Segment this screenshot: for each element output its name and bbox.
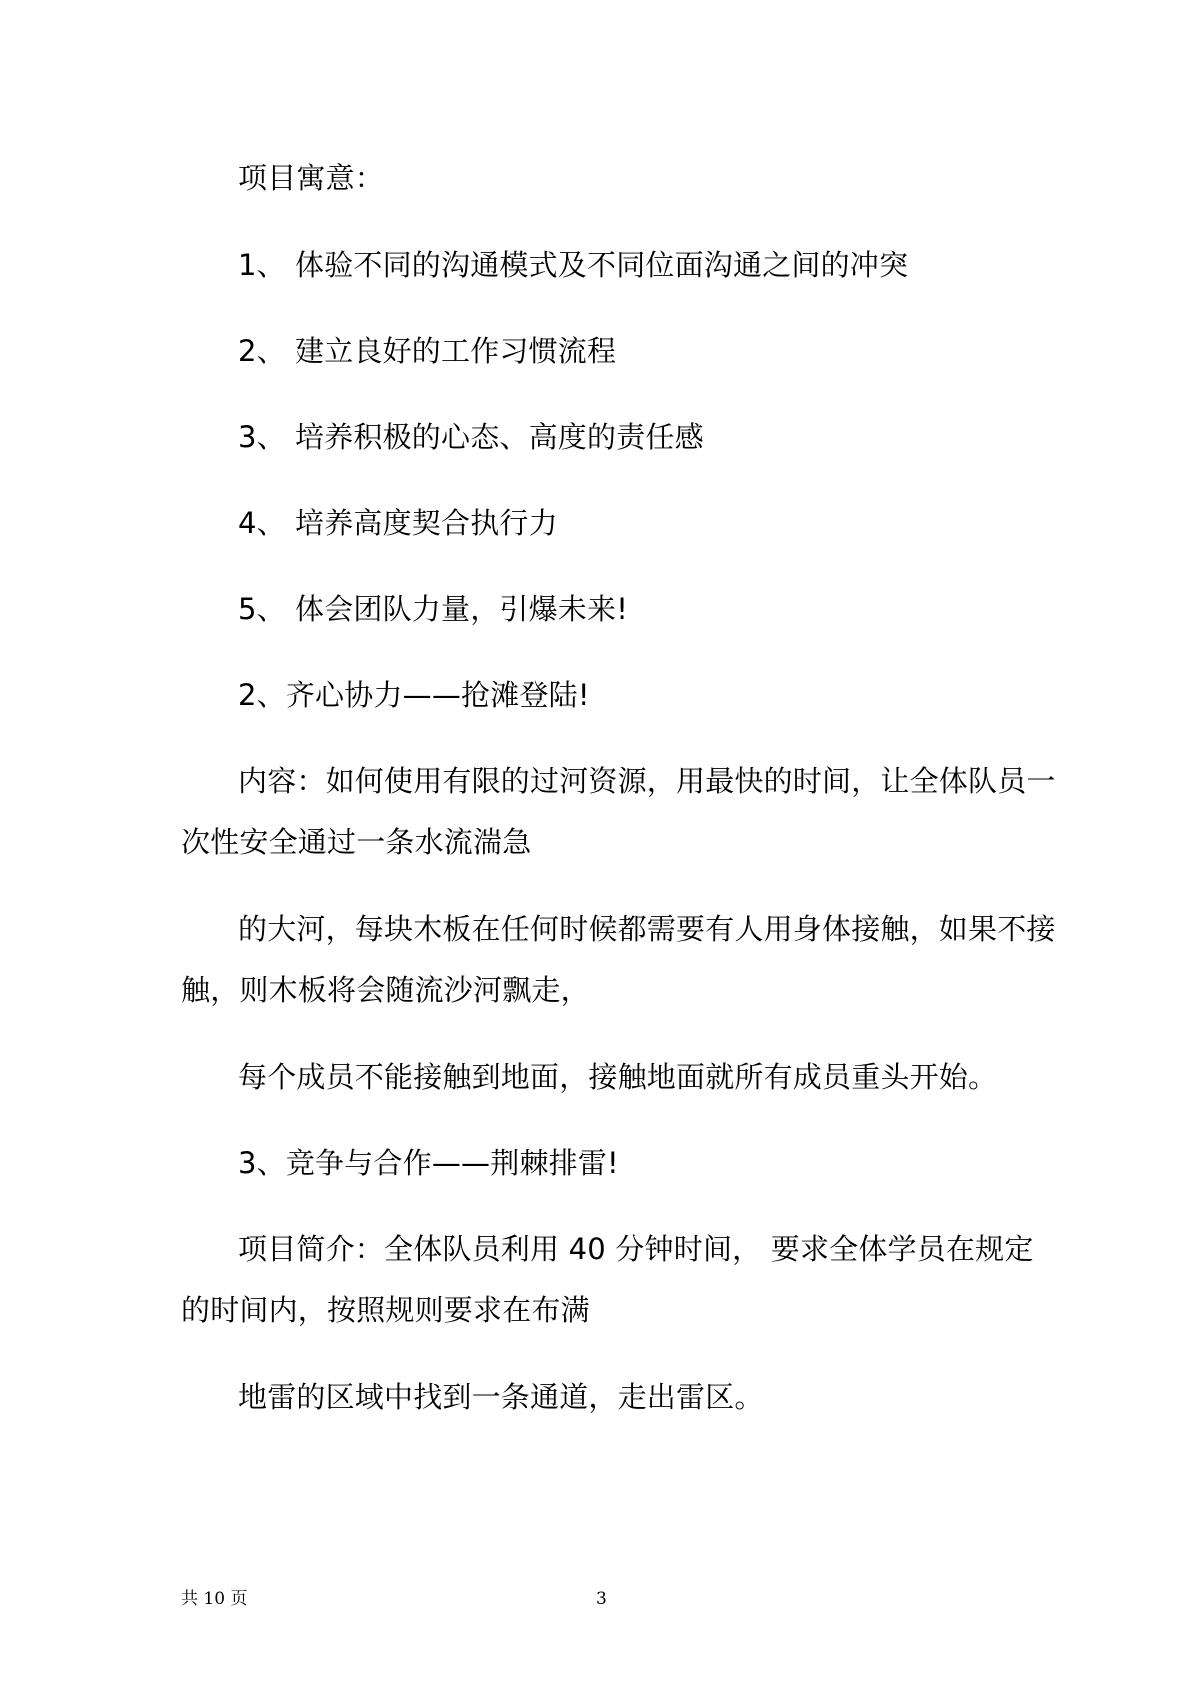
section2-content-line2: 次性安全通过一条水流湍急 [181, 825, 532, 859]
footer-page-number: 3 [596, 1589, 607, 1609]
section3-intro-line3: 地雷的区域中找到一条通道，走出雷区。 [238, 1380, 764, 1414]
meaning-item-number: 2、 [238, 334, 286, 368]
meaning-item-text: 培养积极的心态、高度的责任感 [295, 420, 704, 454]
section2-para2-line1: 的大河，每块木板在任何时候都需要有人用身体接触，如果不接 [238, 912, 1056, 946]
meaning-item-number: 4、 [238, 506, 286, 540]
meaning-item-number: 1、 [238, 248, 286, 282]
meaning-item-5 [238, 589, 628, 629]
meaning-item-text: 体验不同的沟通模式及不同位面沟通之间的冲突 [295, 248, 909, 282]
meaning-item-text: 建立良好的工作习惯流程 [295, 334, 617, 368]
meaning-item-2 [238, 331, 616, 371]
meaning-item-1 [238, 245, 908, 285]
section2-para3: 每个成员不能接触到地面，接触地面就所有成员重头开始。 [238, 1060, 998, 1094]
section3-intro-line2: 的时间内，按照规则要求在布满 [181, 1293, 590, 1327]
meaning-item-4 [238, 503, 558, 543]
meaning-item-3 [238, 417, 704, 457]
section3-intro-line1: 项目简介：全体队员利用 40 分钟时间， 要求全体学员在规定 [238, 1232, 1034, 1266]
meaning-item-text: 体会团队力量，引爆未来! [295, 592, 629, 626]
section2-para2-line2: 触，则木板将会随流沙河飘走， [181, 973, 590, 1007]
heading-project-meaning: 项目寓意： [238, 161, 385, 195]
meaning-item-number: 3、 [238, 420, 286, 454]
meaning-item-text: 培养高度契合执行力 [295, 506, 558, 540]
section-title-2: 2、齐心协力——抢滩登陆! [238, 678, 590, 712]
meaning-item-number: 5、 [238, 592, 286, 626]
section-title-3: 3、竞争与合作——荆棘排雷! [238, 1146, 619, 1180]
section2-content-line1: 内容：如何使用有限的过河资源，用最快的时间，让全体队员一 [238, 764, 1056, 798]
footer-total-pages: 共 10 页 [181, 1589, 248, 1609]
